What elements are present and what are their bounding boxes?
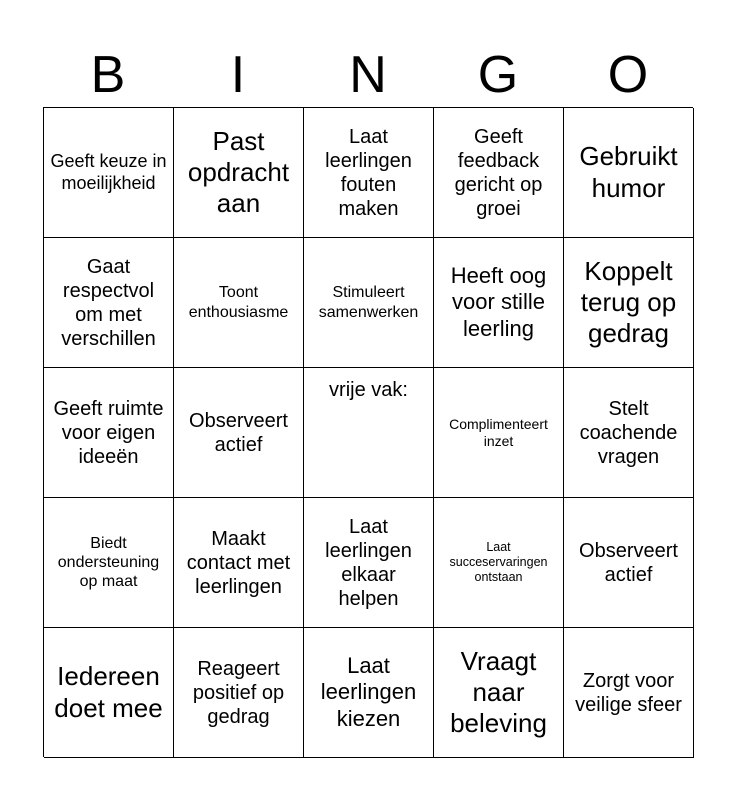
bingo-cell[interactable]: Reageert positief op gedrag (174, 628, 304, 758)
bingo-cell[interactable]: Toont enthousiasme (174, 238, 304, 368)
bingo-header (43, 44, 693, 106)
bingo-cell[interactable]: Koppelt terug op gedrag (564, 238, 694, 368)
bingo-cell[interactable]: Geeft keuze in moeilijkheid (44, 108, 174, 238)
bingo-cell[interactable]: Gaat respectvol om met verschillen (44, 238, 174, 368)
bingo-cell[interactable]: Vraagt naar beleving (434, 628, 564, 758)
header-letter-i: I (230, 46, 246, 104)
header-letter-o: O (607, 46, 649, 104)
bingo-cell[interactable]: Laat leerlingen kiezen (304, 628, 434, 758)
header-letter-g: G (477, 46, 519, 104)
bingo-cell[interactable]: Complimenteert inzet (434, 368, 564, 498)
bingo-cell[interactable]: Stimuleert samenwerken (304, 238, 434, 368)
bingo-cell[interactable]: Maakt contact met leerlingen (174, 498, 304, 628)
bingo-cell[interactable]: Geeft ruimte voor eigen ideeën (44, 368, 174, 498)
bingo-cell[interactable]: Geeft feedback gericht op groei (434, 108, 564, 238)
bingo-cell[interactable]: Observeert actief (564, 498, 694, 628)
header-letter-b: B (90, 46, 126, 104)
free-space-cell[interactable]: vrije vak: (304, 368, 434, 498)
bingo-cell[interactable]: Past opdracht aan (174, 108, 304, 238)
bingo-cell[interactable]: Heeft oog voor stille leerling (434, 238, 564, 368)
bingo-cell[interactable]: Biedt ondersteuning op maat (44, 498, 174, 628)
bingo-cell[interactable]: Laat succeservaringen ontstaan (434, 498, 564, 628)
bingo-cell[interactable]: Observeert actief (174, 368, 304, 498)
bingo-board (43, 107, 693, 757)
bingo-cell[interactable]: Laat leerlingen elkaar helpen (304, 498, 434, 628)
bingo-cell[interactable]: Zorgt voor veilige sfeer (564, 628, 694, 758)
bingo-cell[interactable]: Laat leerlingen fouten maken (304, 108, 434, 238)
header-letter-n: N (349, 46, 387, 104)
bingo-cell[interactable]: Stelt coachende vragen (564, 368, 694, 498)
bingo-cell[interactable]: Gebruikt humor (564, 108, 694, 238)
bingo-cell[interactable]: Iedereen doet mee (44, 628, 174, 758)
